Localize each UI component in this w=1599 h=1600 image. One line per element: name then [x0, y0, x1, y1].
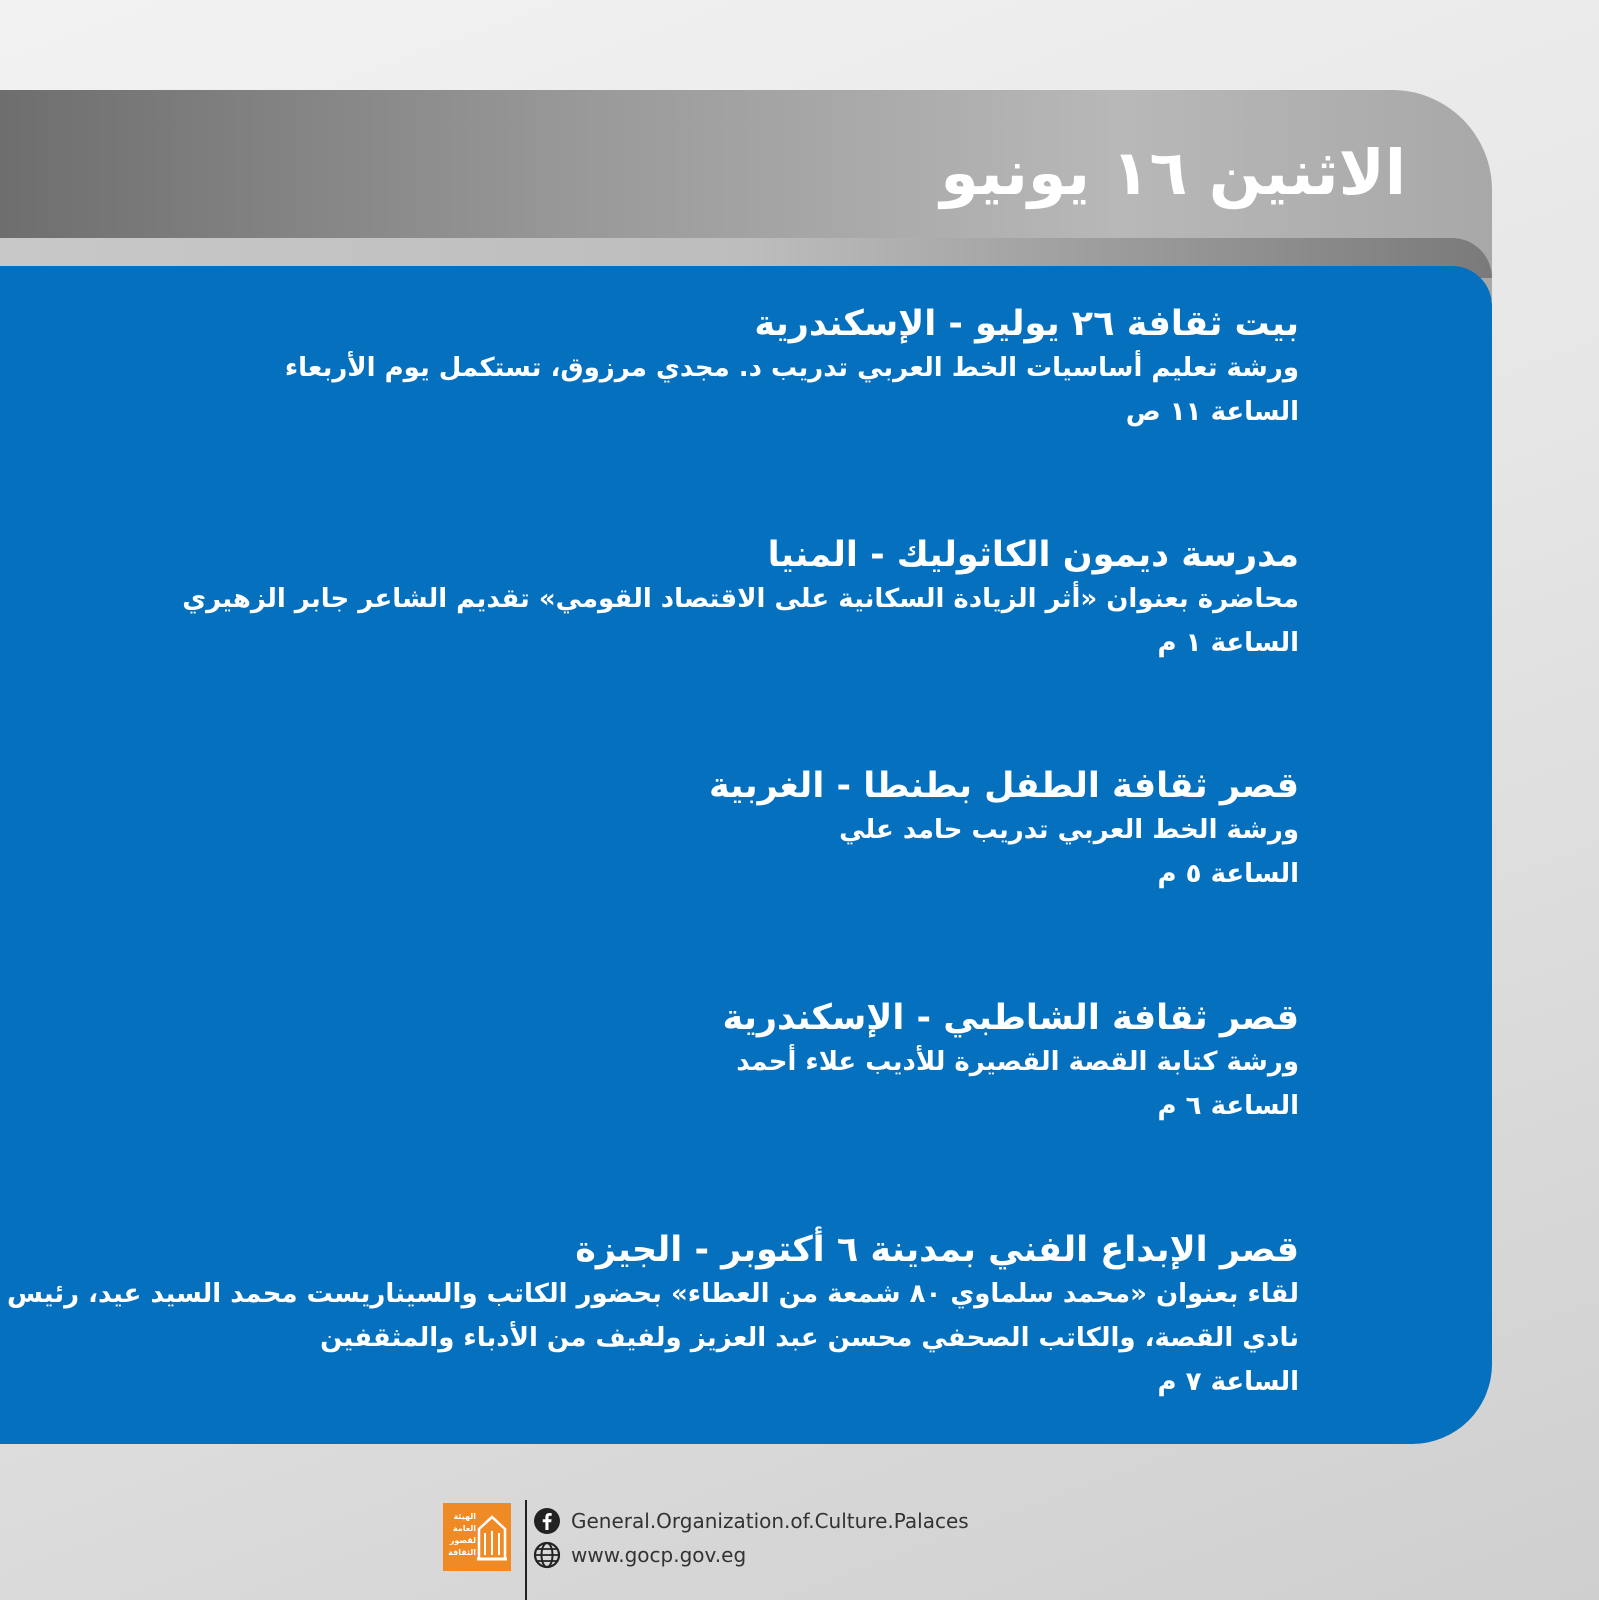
event-description: ورشة الخط العربي تدريب حامد علي: [839, 815, 1299, 845]
page-title: الاثنين ١٦ يونيو: [940, 136, 1406, 209]
event-time: الساعة ٦ م: [1157, 1091, 1299, 1121]
building-icon: [475, 1509, 509, 1565]
event-venue: قصر الإبداع الفني بمدينة ٦ أكتوبر - الجيزة: [575, 1230, 1299, 1270]
event-venue: قصر ثقافة الطفل بطنطا - الغربية: [709, 766, 1299, 806]
logo-text: الهيئة العامة لقصور الثقافة: [448, 1512, 476, 1557]
event-time: الساعة ١ م: [1157, 628, 1299, 658]
event-time: الساعة ٧ م: [1157, 1367, 1299, 1397]
events-panel: [0, 266, 1492, 1444]
event-venue: بيت ثقافة ٢٦ يوليو - الإسكندرية: [754, 304, 1299, 344]
culture-palaces-logo: [443, 1503, 511, 1571]
event-time: الساعة ١١ ص: [1125, 397, 1299, 427]
event-item: [0, 996, 1299, 1128]
event-item: [0, 1228, 1299, 1404]
facebook-page-text: General.Organization.of.Culture.Palaces: [571, 1509, 969, 1533]
event-description: لقاء بعنوان «محمد سلماوي ٨٠ شمعة من العطاء» بحضور الكاتب والسيناريست محمد السيد عيد، رئيس نادي القصة، والكاتب الصحفي محسن عبد العزيز ولفيف من الأدباء والمثقفين: [6, 1279, 1299, 1353]
event-item: [0, 764, 1299, 896]
facebook-icon: [533, 1507, 561, 1535]
event-time: الساعة ٥ م: [1157, 859, 1299, 889]
website-link[interactable]: [533, 1540, 746, 1570]
event-venue: مدرسة ديمون الكاثوليك - المنيا: [767, 535, 1299, 575]
globe-icon: [533, 1541, 561, 1569]
event-item: [0, 533, 1299, 665]
event-venue: قصر ثقافة الشاطبي - الإسكندرية: [722, 998, 1299, 1038]
footer: [443, 1500, 1003, 1600]
event-description: ورشة كتابة القصة القصيرة للأديب علاء أحمد: [736, 1047, 1299, 1077]
facebook-link[interactable]: [533, 1506, 969, 1536]
event-description: محاضرة بعنوان «أثر الزيادة السكانية على الاقتصاد القومي» تقديم الشاعر جابر الزهيري: [182, 584, 1299, 614]
footer-divider: [525, 1500, 527, 1600]
website-text: www.gocp.gov.eg: [571, 1543, 747, 1567]
event-description: ورشة تعليم أساسيات الخط العربي تدريب د. مجدي مرزوق، تستكمل يوم الأربعاء: [284, 353, 1299, 383]
event-item: [0, 302, 1299, 434]
